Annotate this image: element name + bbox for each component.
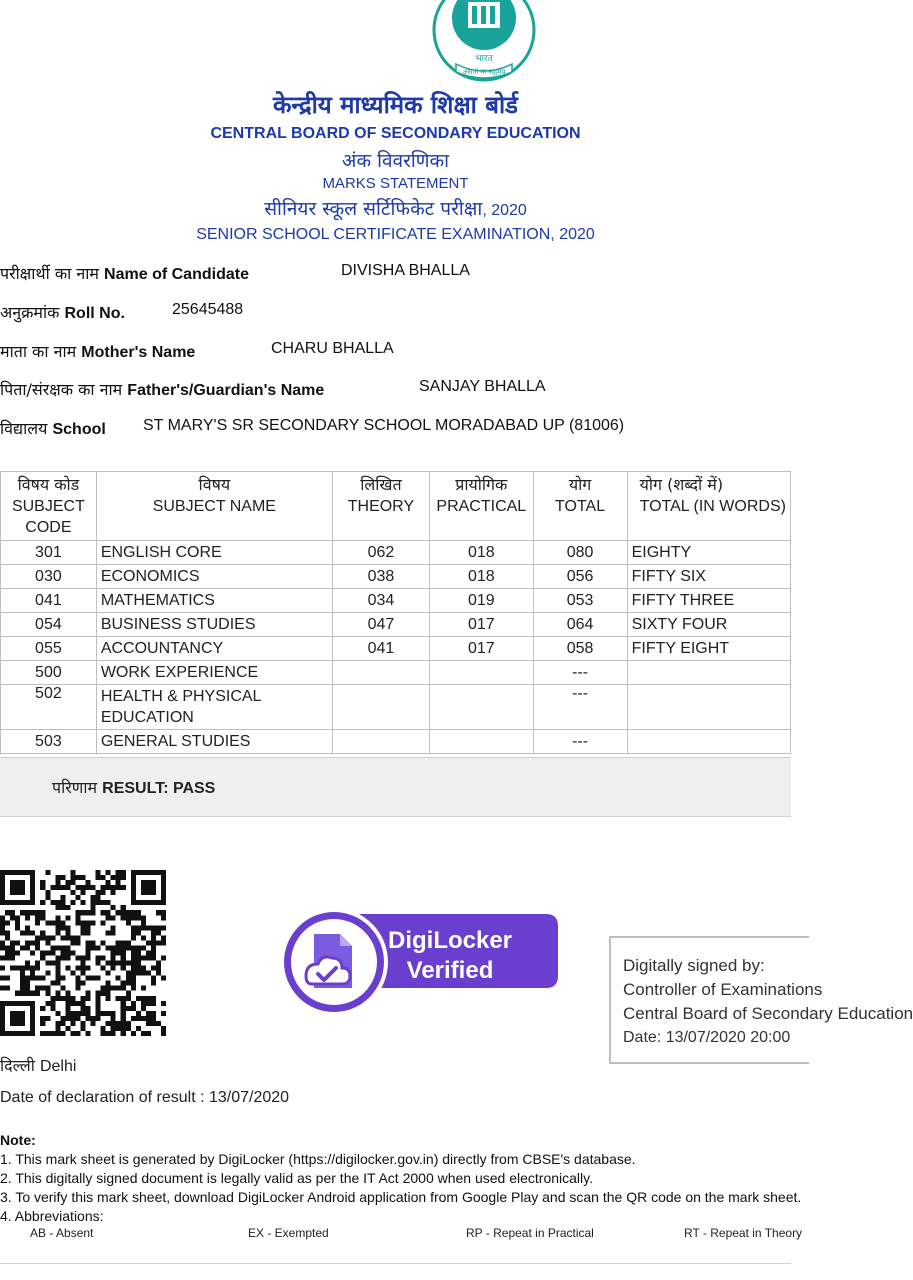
subject-code: 030	[1, 565, 97, 589]
practical-marks: 017	[430, 613, 534, 637]
table-row	[1, 661, 791, 685]
statement-title-hindi: अंक विवरणिका	[341, 150, 450, 172]
theory-marks: 062	[332, 541, 429, 565]
table-header-row	[1, 472, 791, 541]
total-marks: ---	[533, 685, 627, 730]
theory-marks	[332, 661, 429, 685]
digital-signature-box	[609, 936, 913, 1064]
total-in-words: FIFTY EIGHT	[627, 637, 790, 661]
subject-code: 041	[1, 589, 97, 613]
notes	[0, 1131, 801, 1226]
exam-title-english: SENIOR SCHOOL CERTIFICATE EXAMINATION, 2020	[196, 226, 595, 243]
mother-name-row: माता का नाम Mother's Name CHARU BHALLA	[0, 340, 394, 361]
result-box	[0, 757, 791, 817]
table-row	[1, 637, 791, 661]
subject-code: 502	[1, 685, 97, 730]
signature-date: Date: 13/07/2020 20:00	[623, 1029, 791, 1046]
place: दिल्ली Delhi	[0, 1056, 77, 1075]
total-in-words: SIXTY FOUR	[627, 613, 790, 637]
abbreviation-absent: AB - Absent	[30, 1226, 94, 1240]
header-total: योग TOTAL	[533, 472, 627, 541]
practical-marks	[430, 661, 534, 685]
table-row	[1, 685, 791, 730]
roll-number-row: अनुक्रमांक Roll No. 25645488	[0, 301, 244, 322]
theory-marks	[332, 730, 429, 754]
total-in-words: EIGHTY	[627, 541, 790, 565]
signature-line2: Controller of Examinations	[623, 980, 823, 999]
subject-name: WORK EXPERIENCE	[96, 661, 332, 685]
abbreviation-exempted: EX - Exempted	[248, 1226, 329, 1240]
table-row	[1, 565, 791, 589]
notes-title: Note:	[0, 1132, 36, 1148]
result-text: परिणाम RESULT: PASS	[52, 778, 216, 797]
school-value: ST MARY'S SR SECONDARY SCHOOL MORADABAD UP (81006)	[143, 417, 625, 434]
total-marks: 064	[533, 613, 627, 637]
candidate-name-value: DIVISHA BHALLA	[341, 262, 470, 279]
table-row	[1, 613, 791, 637]
father-name-value: SANJAY BHALLA	[419, 378, 546, 395]
note-item: 3. To verify this mark sheet, download DigiLocker Android application from Google Play and scan the QR code on the mark sheet.	[0, 1189, 802, 1205]
subject-name: ECONOMICS	[96, 565, 332, 589]
header-subject-code: विषय कोड SUBJECT CODE	[1, 472, 97, 541]
note-item: 4. Abbreviations:	[0, 1208, 104, 1224]
total-marks: 053	[533, 589, 627, 613]
subject-name: HEALTH & PHYSICAL EDUCATION	[96, 685, 332, 730]
total-marks: ---	[533, 661, 627, 685]
total-in-words	[627, 685, 790, 730]
total-marks: 056	[533, 565, 627, 589]
total-marks: 058	[533, 637, 627, 661]
marks-table	[0, 471, 791, 754]
subject-name: BUSINESS STUDIES	[96, 613, 332, 637]
svg-text:असतो मा सद्गमय: असतो मा सद्गमय	[462, 68, 506, 76]
subject-name: ACCOUNTANCY	[96, 637, 332, 661]
theory-marks: 047	[332, 613, 429, 637]
theory-marks: 038	[332, 565, 429, 589]
practical-marks	[430, 730, 534, 754]
header-theory: लिखित THEORY	[332, 472, 429, 541]
cbse-logo	[432, 0, 536, 82]
total-in-words: FIFTY THREE	[627, 589, 790, 613]
signature-line3: Central Board of Secondary Education	[623, 1004, 913, 1023]
svg-text:भारत: भारत	[475, 54, 493, 64]
subject-code: 301	[1, 541, 97, 565]
practical-marks: 019	[430, 589, 534, 613]
roll-number-value: 25645488	[172, 301, 244, 318]
board-title-english: CENTRAL BOARD OF SECONDARY EDUCATION	[210, 125, 581, 142]
total-marks: ---	[533, 730, 627, 754]
theory-marks: 034	[332, 589, 429, 613]
subject-code: 500	[1, 661, 97, 685]
mother-name-value: CHARU BHALLA	[271, 340, 394, 357]
header-practical: प्रायोगिक PRACTICAL	[430, 472, 534, 541]
badge-line1: DigiLocker	[387, 927, 513, 954]
statement-title-english: MARKS STATEMENT	[322, 175, 469, 192]
subject-name: GENERAL STUDIES	[96, 730, 332, 754]
practical-marks: 018	[430, 541, 534, 565]
subject-code: 054	[1, 613, 97, 637]
table-row	[1, 541, 791, 565]
subject-name: MATHEMATICS	[96, 589, 332, 613]
subject-code: 055	[1, 637, 97, 661]
father-name-row: पिता/संरक्षक का नाम Father's/Guardian's Name SANJAY BHALLA	[0, 378, 546, 399]
note-item: 1. This mark sheet is generated by DigiLocker (https://digilocker.gov.in) directly from CBSE's database.	[0, 1151, 636, 1167]
badge-line2: Verified	[406, 957, 494, 984]
exam-title-hindi: सीनियर स्कूल सर्टिफिकेट परीक्षा, 2020	[264, 198, 527, 220]
table-row	[1, 589, 791, 613]
total-in-words: FIFTY SIX	[627, 565, 790, 589]
theory-marks: 041	[332, 637, 429, 661]
subject-name: ENGLISH CORE	[96, 541, 332, 565]
table-row	[1, 730, 791, 754]
total-in-words	[627, 730, 790, 754]
signature-line1: Digitally signed by:	[623, 956, 765, 975]
abbreviation-repeat-practical: RP - Repeat in Practical	[466, 1226, 594, 1240]
practical-marks: 017	[430, 637, 534, 661]
school-row: विद्यालय School ST MARY'S SR SECONDARY SCHOOL MORADABAD UP (81006)	[0, 417, 625, 438]
header-total-in-words: योग (शब्दों में) TOTAL (IN WORDS)	[627, 472, 790, 541]
board-title-hindi: केन्द्रीय माध्यमिक शिक्षा बोर्ड	[272, 91, 519, 119]
note-item: 2. This digitally signed document is legally valid as per the IT Act 2000 when used electronically.	[0, 1170, 593, 1186]
practical-marks	[430, 685, 534, 730]
total-in-words	[627, 661, 790, 685]
subject-code: 503	[1, 730, 97, 754]
declaration-date: Date of declaration of result : 13/07/2020	[0, 1089, 290, 1106]
abbreviation-repeat-theory: RT - Repeat in Theory	[684, 1226, 803, 1240]
practical-marks: 018	[430, 565, 534, 589]
qr-code	[0, 870, 166, 1036]
theory-marks	[332, 685, 429, 730]
footer-divider	[0, 1263, 791, 1264]
candidate-name-row: परीक्षार्थी का नाम Name of Candidate DIVISHA BHALLA	[0, 262, 470, 283]
header-subject-name: विषय SUBJECT NAME	[96, 472, 332, 541]
total-marks: 080	[533, 541, 627, 565]
digilocker-verified-badge	[278, 906, 560, 1018]
